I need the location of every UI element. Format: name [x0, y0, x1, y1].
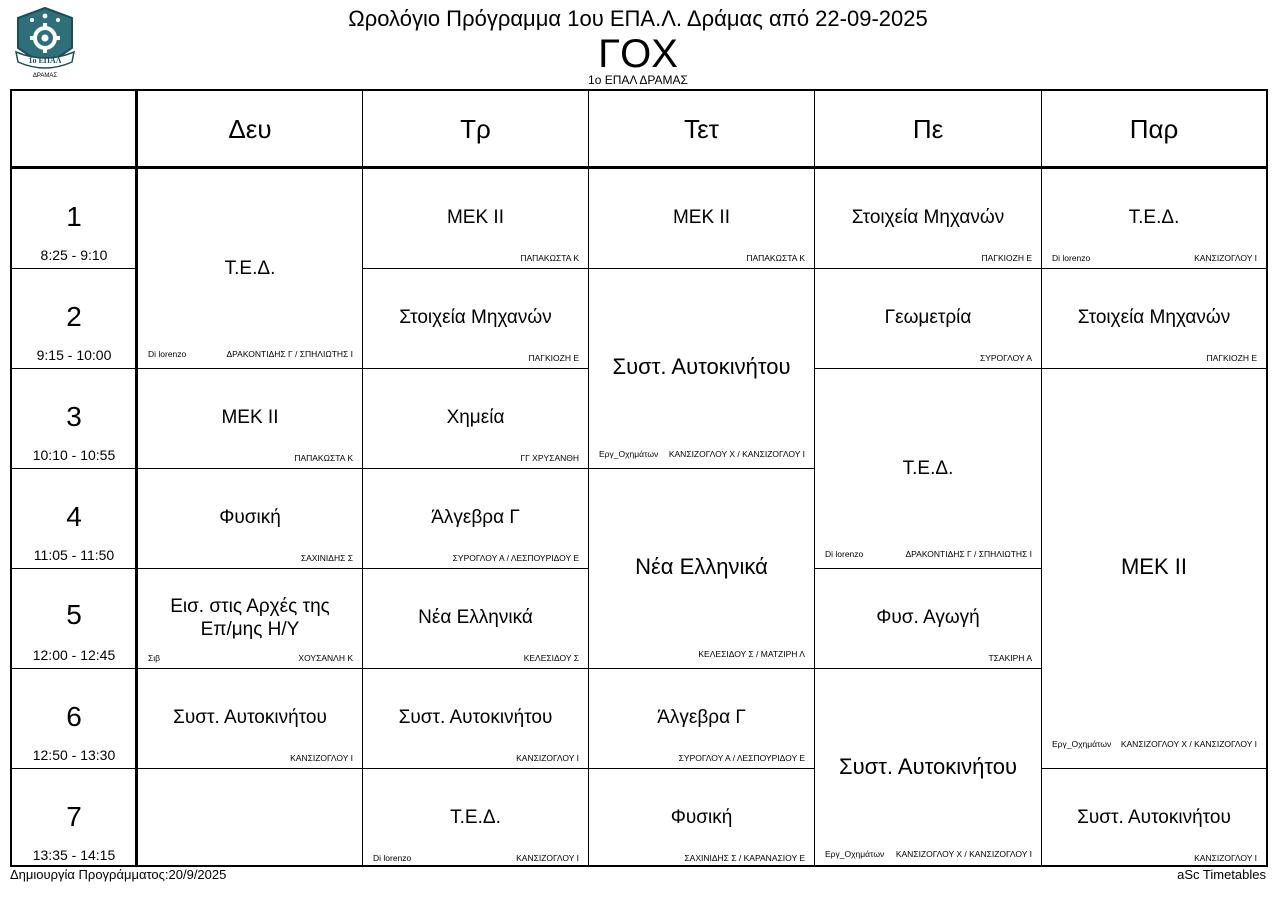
lesson-cell[interactable]	[138, 569, 362, 668]
lesson-room: Εργ_Οχημάτων	[825, 849, 885, 859]
lesson-subject: ΜΕΚ ΙΙ	[1120, 554, 1187, 579]
lesson-subject: Άλγεβρα Γ	[657, 707, 746, 728]
period-number: 1	[66, 201, 82, 232]
lesson-cell[interactable]	[138, 469, 362, 568]
lesson-cell[interactable]	[589, 469, 814, 668]
timetable-grid	[10, 89, 1268, 867]
period-time: 12:00 - 12:45	[32, 647, 116, 663]
footer-created-date: Δημιουργία Προγράμματος:20/9/2025	[10, 867, 227, 882]
lesson-subject: Φυσ. Αγωγή	[876, 607, 980, 628]
lesson-teacher: ΔΡΑΚΟΝΤΙΔΗΣ Γ / ΣΠΗΛΙΩΤΗΣ Ι	[226, 349, 353, 359]
day-header-mon: Δευ	[228, 113, 272, 144]
period-number: 6	[66, 701, 82, 732]
lesson-teacher: ΠΑΠΑΚΩΣΤΑ Κ	[294, 453, 353, 463]
lesson-teacher: ΚΕΛΕΣΙΔΟΥ Σ / ΜΑΤΖΙΡΗ Λ	[698, 649, 805, 659]
lesson-cell[interactable]	[815, 369, 1041, 568]
lesson-subject: Στοιχεία Μηχανών	[851, 207, 1005, 228]
lesson-cell[interactable]	[589, 269, 814, 468]
lesson-teacher: ΓΓ ΧΡΥΣΑΝΘΗ	[520, 453, 579, 463]
period-time: 9:15 - 10:00	[36, 347, 112, 363]
lesson-subject: Τ.Ε.Δ.	[224, 258, 276, 279]
day-header-wed: Τετ	[684, 113, 719, 144]
lesson-subject: Φυσική	[670, 807, 733, 828]
lesson-subject: Συστ. Αυτοκινήτου	[612, 354, 791, 379]
lesson-subject: Συστ. Αυτοκινήτου	[173, 707, 327, 728]
lesson-room: Di lorenzo	[1052, 253, 1091, 263]
lesson-room: Εργ_Οχημάτων	[1052, 739, 1112, 749]
lesson-subject: Στοιχεία Μηχανών	[1077, 307, 1231, 328]
lesson-subject: ΜΕΚ ΙΙ	[672, 207, 730, 228]
lesson-teacher: ΔΡΑΚΟΝΤΙΔΗΣ Γ / ΣΠΗΛΙΩΤΗΣ Ι	[905, 549, 1032, 559]
lesson-teacher: ΚΕΛΕΣΙΔΟΥ Σ	[523, 653, 579, 663]
lesson-cell[interactable]	[363, 769, 588, 865]
lesson-cell[interactable]	[815, 669, 1041, 865]
lesson-cell[interactable]	[1042, 769, 1266, 865]
lesson-teacher: ΚΑΝΣΙΖΟΓΛΟΥ Ι	[1194, 853, 1257, 863]
lesson-room: Εργ_Οχημάτων	[599, 449, 659, 459]
lesson-room: Di lorenzo	[825, 549, 864, 559]
lesson-teacher: ΠΑΓΚΙΟΖΗ Ε	[528, 353, 579, 363]
lesson-cell[interactable]	[815, 169, 1041, 268]
lesson-cell[interactable]	[138, 369, 362, 468]
lesson-teacher: ΚΑΝΣΙΖΟΓΛΟΥ Χ / ΚΑΝΣΙΖΟΓΛΟΥ Ι	[668, 449, 805, 459]
lesson-teacher: ΣΥΡΟΓΛΟΥ Α	[979, 353, 1032, 363]
logo-text-top: 1ο ΕΠΑΛ	[28, 56, 62, 65]
lesson-subject: Συστ. Αυτοκινήτου	[398, 707, 553, 728]
period-time: 11:05 - 11:50	[33, 547, 115, 563]
lesson-cell[interactable]	[815, 569, 1041, 668]
period-time: 8:25 - 9:10	[40, 247, 108, 263]
lesson-teacher: ΚΑΝΣΙΖΟΓΛΟΥ Ι	[290, 753, 353, 763]
lesson-subject-line1: Εισ. στις Αρχές της	[170, 596, 330, 617]
lesson-cell[interactable]	[363, 169, 588, 268]
period-number: 4	[66, 501, 82, 532]
lesson-teacher: ΤΣΑΚΙΡΗ Α	[988, 653, 1032, 663]
lesson-teacher: ΚΑΝΣΙΖΟΓΛΟΥ Χ / ΚΑΝΣΙΖΟΓΛΟΥ Ι	[895, 849, 1032, 859]
lesson-teacher: ΧΟΥΣΑΝΛΗ Κ	[298, 653, 353, 663]
lesson-subject: Συστ. Αυτοκινήτου	[839, 754, 1017, 779]
period-number: 3	[66, 401, 82, 432]
lesson-teacher: ΠΑΠΑΚΩΣΤΑ Κ	[520, 253, 579, 263]
lesson-cell[interactable]	[589, 769, 814, 865]
lesson-teacher: ΚΑΝΣΙΖΟΓΛΟΥ Ι	[516, 853, 579, 863]
page-title: Ωρολόγιο Πρόγραμμα 1ου ΕΠΑ.Λ. Δράμας από 22-09-2025	[348, 6, 928, 31]
footer-software: aSc Timetables	[1177, 867, 1266, 882]
period-number: 5	[66, 599, 82, 630]
lesson-teacher: ΠΑΠΑΚΩΣΤΑ Κ	[746, 253, 805, 263]
lesson-subject: Νέα Ελληνικά	[418, 607, 533, 628]
lesson-teacher: ΚΑΝΣΙΖΟΓΛΟΥ Ι	[1194, 253, 1257, 263]
lesson-subject: Φυσική	[219, 507, 281, 528]
lesson-subject: Συστ. Αυτοκινήτου	[1077, 807, 1231, 828]
lesson-subject: Νέα Ελληνικά	[635, 554, 768, 579]
lesson-cell[interactable]	[1042, 169, 1266, 268]
lesson-subject: Χημεία	[446, 407, 505, 428]
lesson-teacher: ΣΥΡΟΓΛΟΥ Α / ΛΕΣΠΟΥΡΙΔΟΥ Ε	[678, 753, 805, 763]
lesson-cell[interactable]	[589, 169, 814, 268]
lesson-subject: ΜΕΚ ΙΙ	[221, 407, 279, 428]
lesson-cell[interactable]	[815, 269, 1041, 368]
period-time: 12:50 - 13:30	[32, 747, 116, 763]
lesson-cell[interactable]	[363, 469, 588, 568]
class-name: ΓΟΧ	[598, 32, 678, 76]
lesson-subject: Γεωμετρία	[884, 307, 972, 328]
lesson-teacher: ΣΥΡΟΓΛΟΥ Α / ΛΕΣΠΟΥΡΙΔΟΥ Ε	[452, 553, 579, 563]
lesson-teacher: ΣΑΧΙΝΙΔΗΣ Σ	[300, 553, 353, 563]
logo-text-bottom: ΔΡΑΜΑΣ	[32, 73, 58, 79]
lesson-teacher: ΚΑΝΣΙΖΟΓΛΟΥ Ι	[516, 753, 579, 763]
lesson-room: Di lorenzo	[373, 853, 412, 863]
lesson-subject: Στοιχεία Μηχανών	[399, 307, 552, 328]
period-number: 2	[66, 301, 82, 332]
day-header-tue: Τρ	[460, 113, 491, 144]
lesson-cell[interactable]	[363, 369, 588, 468]
lesson-teacher: ΣΑΧΙΝΙΔΗΣ Σ / ΚΑΡΑΝΑΣΙΟΥ Ε	[684, 853, 805, 863]
lesson-cell[interactable]	[138, 669, 362, 768]
lesson-subject: ΜΕΚ ΙΙ	[446, 207, 504, 228]
lesson-cell[interactable]	[138, 169, 362, 368]
lesson-cell[interactable]	[363, 569, 588, 668]
lesson-cell[interactable]	[363, 269, 588, 368]
lesson-room: Di lorenzo	[148, 349, 187, 359]
lesson-subject: Τ.Ε.Δ.	[450, 807, 501, 828]
lesson-cell[interactable]	[363, 669, 588, 768]
lesson-subject: Τ.Ε.Δ.	[1128, 207, 1180, 228]
lesson-subject: Άλγεβρα Γ	[431, 507, 520, 528]
lesson-cell[interactable]	[1042, 369, 1266, 768]
period-number: 7	[66, 801, 82, 832]
day-header-thu: Πε	[912, 113, 944, 144]
day-header-fri: Παρ	[1129, 113, 1179, 144]
lesson-cell[interactable]	[1042, 269, 1266, 368]
lesson-cell[interactable]	[589, 669, 814, 768]
lesson-room: Σιβ	[148, 653, 161, 663]
school-name: 1ο ΕΠΑΛ ΔΡΑΜΑΣ	[588, 73, 688, 87]
period-time: 13:35 - 14:15	[32, 847, 116, 863]
period-time: 10:10 - 10:55	[32, 447, 116, 463]
lesson-teacher: ΠΑΓΚΙΟΖΗ Ε	[1206, 353, 1257, 363]
lesson-teacher: ΠΑΓΚΙΟΖΗ Ε	[981, 253, 1032, 263]
lesson-subject-line2: Επ/μης Η/Υ	[200, 619, 300, 640]
lesson-subject: Τ.Ε.Δ.	[902, 458, 954, 479]
lesson-teacher: ΚΑΝΣΙΖΟΓΛΟΥ Χ / ΚΑΝΣΙΖΟΓΛΟΥ Ι	[1120, 739, 1257, 749]
